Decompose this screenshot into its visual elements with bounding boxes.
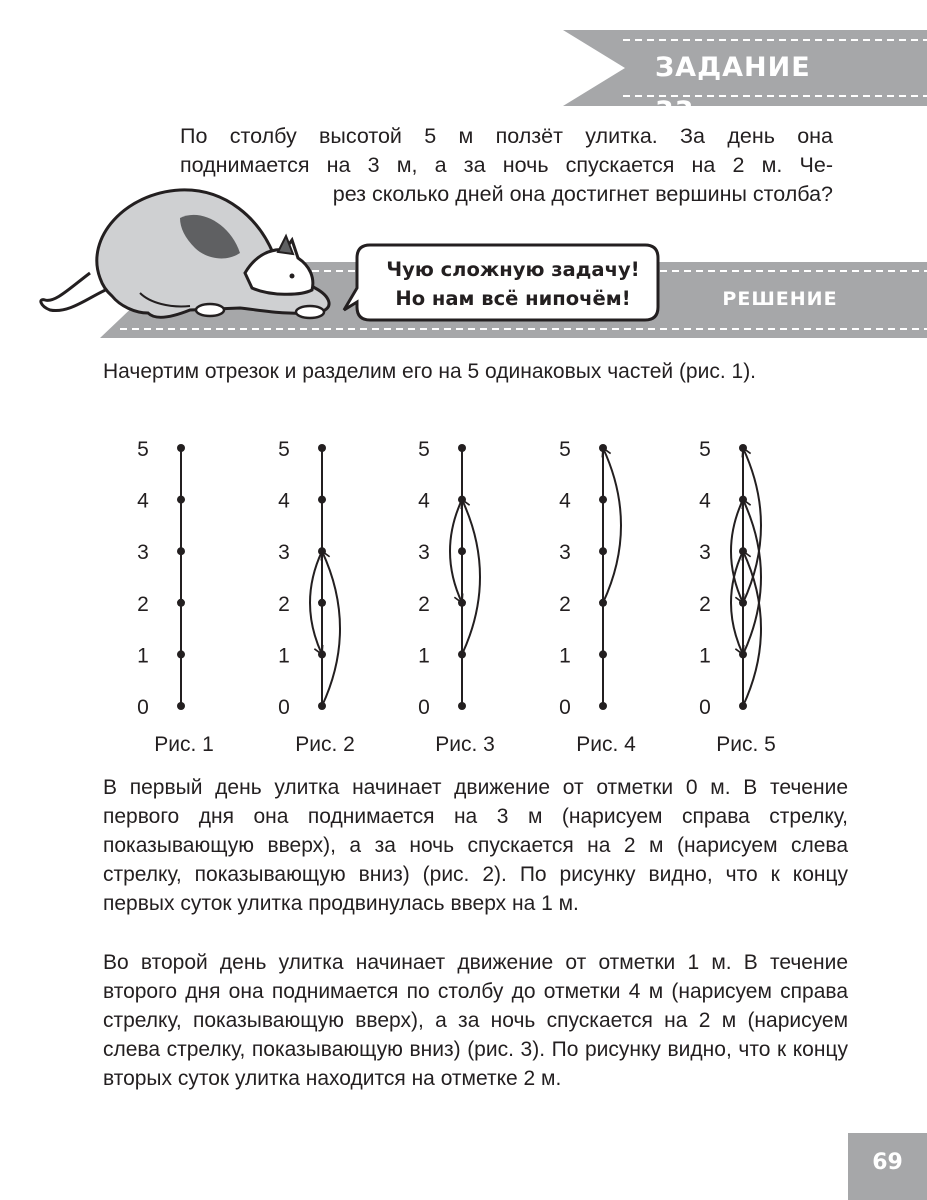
- arrow-up-arc: [322, 551, 340, 706]
- figure-caption: Рис. 2: [295, 733, 355, 756]
- tick-label: 3: [278, 541, 290, 565]
- tick-dot: [177, 599, 185, 607]
- solution-label: РЕШЕНИЕ: [722, 288, 838, 310]
- tick-label: 5: [278, 438, 290, 461]
- tick-label: 1: [137, 644, 149, 668]
- tick-label: 0: [699, 696, 711, 719]
- task-line-3: рез сколько дней она достигнет вершины столба?: [332, 182, 833, 206]
- figure-caption: Рис. 1: [154, 733, 214, 756]
- task-line-2: поднимается на 3 м, а за ночь спускается на 2 м. Че-: [180, 153, 833, 177]
- tick-label: 3: [559, 541, 571, 565]
- speech-line-1: Чую сложную задачу!: [386, 258, 640, 281]
- tick-label: 2: [137, 592, 149, 616]
- tick-label: 4: [418, 489, 430, 513]
- speech-line-2: Но нам всё нипочём!: [395, 287, 631, 310]
- tick-label: 1: [418, 644, 430, 668]
- tick-label: 2: [699, 592, 711, 616]
- tick-label: 1: [278, 644, 290, 668]
- figures: [0, 425, 927, 765]
- tick-dot: [177, 496, 185, 504]
- tick-label: 4: [137, 489, 149, 513]
- tick-dot: [458, 650, 466, 658]
- arrow-up-arc: [603, 448, 621, 603]
- solution-intro: [70, 357, 848, 386]
- tick-label: 5: [418, 438, 430, 461]
- tick-label: 0: [418, 696, 430, 719]
- speech-bubble-text: [378, 255, 648, 313]
- tick-dot: [458, 702, 466, 710]
- solution-day2: [70, 948, 848, 1093]
- tick-dot: [318, 650, 326, 658]
- task-line-1: По столбу высотой 5 м ползёт улитка. За день она: [180, 124, 833, 148]
- tick-label: 5: [559, 438, 571, 461]
- tick-dot: [177, 650, 185, 658]
- tick-label: 1: [699, 644, 711, 668]
- tick-label: 5: [699, 438, 711, 461]
- figure-caption: Рис. 5: [716, 733, 776, 756]
- page-number: 69: [872, 1150, 903, 1175]
- solution-day1-text: В первый день улитка начинает движение от отметки 0 м. В течение первого дня она поднимается на 3 м (нарисуем справа стрелку, показывающую вверх), а за ночь спускается на 2 м (нарисуем слева стрелку, показывающую вниз) (рис. 2). По рисунку видно, что к концу первых суток улитка продвинулась вверх на 1 м.: [103, 776, 848, 915]
- tick-label: 4: [699, 489, 711, 513]
- tick-dot: [177, 702, 185, 710]
- tick-dot: [177, 444, 185, 452]
- tick-label: 4: [559, 489, 571, 513]
- tick-label: 0: [278, 696, 290, 719]
- cat-illustration: [30, 178, 350, 338]
- tick-dot: [318, 496, 326, 504]
- tick-dot: [599, 496, 607, 504]
- tick-label: 5: [137, 438, 149, 461]
- tick-dot: [599, 547, 607, 555]
- tick-dot: [177, 547, 185, 555]
- solution-day2-text: Во второй день улитка начинает движение от отметки 1 м. В течение второго дня она поднимается по столбу до отметки 4 м (нарисуем справа стрелку, показывающую вверх), а за ночь спускается на 2 м (нарисуем слева стрелку, показывающую вниз) (рис. 3). По рисунку видно, что к концу вторых суток улитка находится на отметке 2 м.: [103, 951, 848, 1090]
- tick-label: 1: [559, 644, 571, 668]
- tick-label: 2: [278, 592, 290, 616]
- tick-label: 3: [699, 541, 711, 565]
- tick-label: 0: [559, 696, 571, 719]
- task-title: ЗАДАНИЕ 33: [655, 52, 811, 127]
- tick-dot: [458, 444, 466, 452]
- solution-day1: [70, 773, 848, 918]
- tick-dot: [599, 650, 607, 658]
- figure-caption: Рис. 4: [576, 733, 636, 756]
- tick-label: 2: [418, 592, 430, 616]
- tick-dot: [458, 547, 466, 555]
- tick-dot: [739, 650, 747, 658]
- tick-dot: [599, 702, 607, 710]
- tick-label: 2: [559, 592, 571, 616]
- tick-dot: [318, 444, 326, 452]
- tick-label: 0: [137, 696, 149, 719]
- tick-label: 3: [137, 541, 149, 565]
- tick-dot: [318, 599, 326, 607]
- solution-intro-text: Начертим отрезок и разделим его на 5 одинаковых частей (рис. 1).: [103, 360, 757, 383]
- figure-caption: Рис. 3: [435, 733, 495, 756]
- tick-label: 3: [418, 541, 430, 565]
- arrow-up-arc: [462, 500, 480, 655]
- tick-label: 4: [278, 489, 290, 513]
